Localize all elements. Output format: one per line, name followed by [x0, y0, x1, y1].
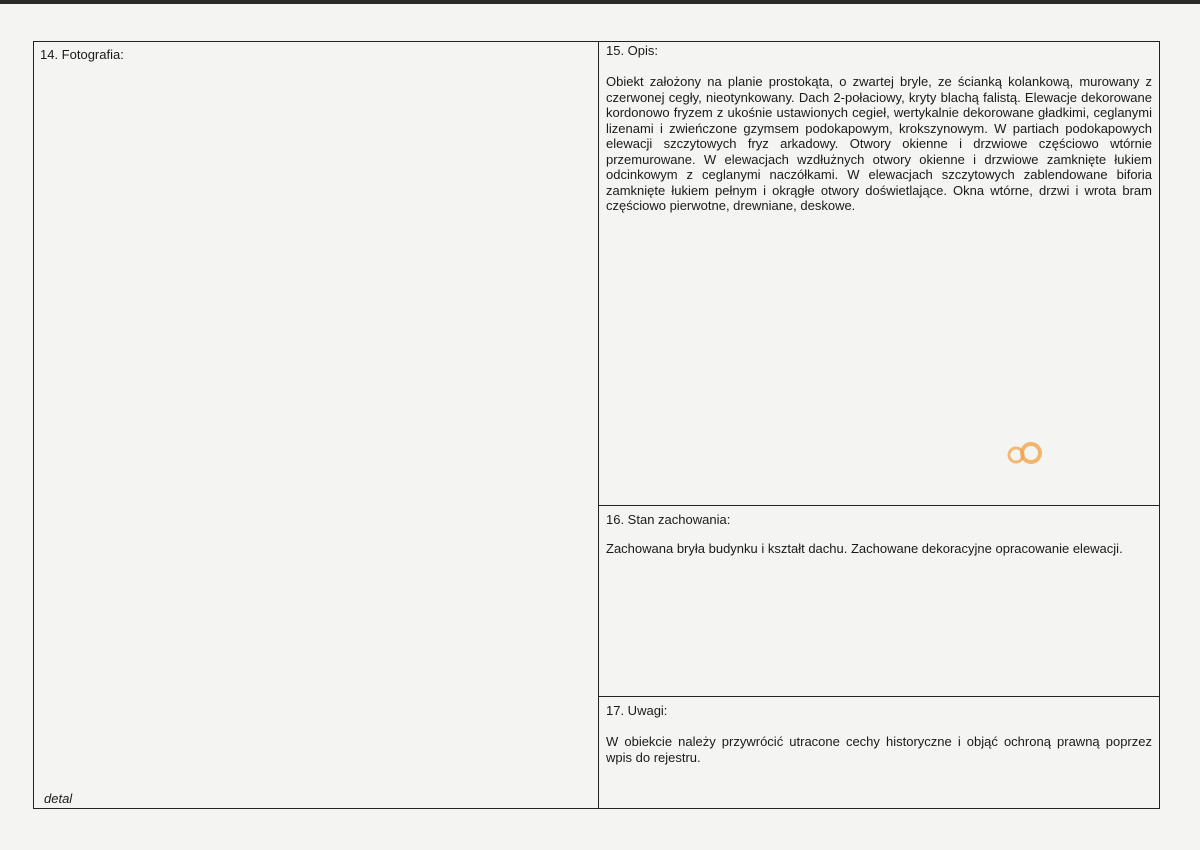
- remarks-label: 17. Uwagi:: [606, 703, 668, 718]
- photo-caption: detal: [44, 791, 73, 806]
- remarks-section: [599, 697, 1159, 808]
- orange-stamp-mark: [1004, 440, 1050, 466]
- details-column: [599, 42, 1159, 808]
- description-text: Obiekt założony na planie prostokąta, o zwartej bryle, ze ścianką kolankową, murowany z czerwonej cegły, nieotynkowany. Dach 2-połaciowy, kryty blachą falistą. Elewacje dekorowane kordonowo fryzem z ukośnie ustawionych cegieł, wertykalnie dekorowane gładkimi, ceglanymi lizenami i zwieńczone gzymsem podokapowym, krokszynowym. W partiach podokapowych elewacji szczytowych fryz arkadowy. Otwory okienne i drzwiowe częściowo wtórnie przemurowane. W elewacjach wzdłużnych otwory okienne i drzwiowe zamknięte łukiem odcinkowym z ceglanymi naczółkami. W elewacjach szczytowych zablendowane biforia zamknięte łukiem pełnym i okrągłe otwory doświetlające. Okna wtórne, drzwi i wrota bram częściowo pierwotne, drewniane, deskowe.: [606, 74, 1152, 213]
- condition-text: Zachowana bryła budynku i kształt dachu. Zachowane dekoracyjne opracowanie elewacji.: [606, 541, 1123, 556]
- description-label: 15. Opis:: [606, 43, 659, 58]
- condition-label: 16. Stan zachowania:: [606, 512, 731, 527]
- photo-label: 14. Fotografia:: [40, 47, 124, 62]
- condition-section: [599, 506, 1159, 697]
- scan-edge: [0, 0, 1200, 4]
- remarks-text: W obiekcie należy przywrócić utracone cechy historyczne i objąć ochroną prawną poprzez wpis do rejestru.: [606, 734, 1152, 765]
- description-section: [599, 42, 1159, 506]
- photo-section: [34, 42, 599, 808]
- record-card-form: [33, 41, 1160, 809]
